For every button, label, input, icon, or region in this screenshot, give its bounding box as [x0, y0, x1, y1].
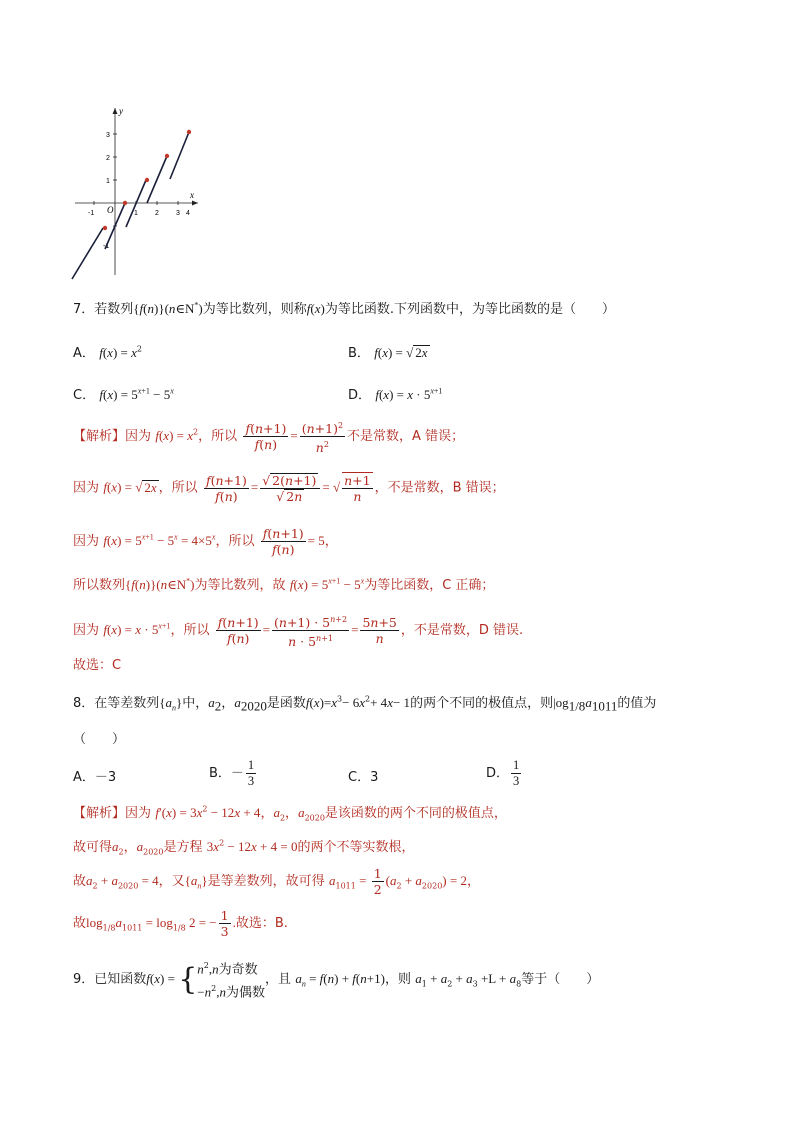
graph-segment — [126, 180, 146, 227]
q8-option-a: A．－3 — [73, 770, 117, 785]
graph-point — [145, 178, 149, 182]
q7-option-d: D． $f(x) = x \cdot 5^{x+1}$ — [348, 386, 443, 403]
y-tick-label: -1 — [103, 243, 110, 250]
q7-option-c: C． $f(x) = 5^{x+1} - 5^x$ — [73, 386, 174, 403]
graph-point — [165, 154, 169, 158]
x-tick-label: 1 — [134, 210, 138, 217]
q7-option-b: B． f(x) = √ 2x — [348, 345, 428, 361]
q9-stem: 9．已知函数f(x) = { $n^2,n$为奇数 $-n^2,n$为偶数 ，且 $a_n = f(n) + f(n+1)$，则 $a_1 + a_2 + a_3 +L + a_8$等于（ ） — [73, 961, 600, 1000]
q7-answer: 故选：C — [73, 658, 122, 673]
q8-solution-line-1: 【解析】因为 $f'(x) = 3x^2 - 12x + 4$，$a_2$，$a_{2020}$是该函数的两个不同的极值点， — [73, 804, 507, 823]
graph-point — [103, 226, 107, 230]
q7-solution-line-1: 【解析】因为 $f(x) = x^2$，所以 $\frac{f(n+1)}{f(n)}$ = $\frac{(n+1)^2}{n^2}$ 不是常数，A 错误； — [73, 418, 464, 455]
q7-stem: 7．若数列{f(n)}(n∈N*)为等比数列，则称f(x)为等比函数.下列函数中，为等比函数的是（ ） — [73, 300, 616, 317]
q8-solution-line-2: 故可得$a_2$，$a_{2020}$是方程 $3x^2 - 12x + 4 = 0$的两个不等实数根， — [73, 838, 415, 857]
q8-solution-line-3: 故$a_2 + a_{2020} = 4$，又$\{a_n\}$是等差数列，故可得 $a_{1011}$ = $\frac{1}{2}$ $(a_2 + a_{2020}) = 2$， — [73, 866, 480, 897]
origin-label: O — [107, 205, 114, 215]
q8-paren: （ ） — [73, 732, 126, 747]
piecewise-function-graph — [70, 100, 210, 285]
graph-segment — [72, 228, 103, 279]
q7-solution-line-2: 因为 f(x) = √ 2x ，所以 $\frac{f(n+1)}{f(n)}$ = $\frac{√ 2(n+1)}{√ 2n}$ = √ $\frac{n+1}{n}$ ，不是常数，B 错误； — [73, 472, 505, 504]
x-tick-label: 3 — [176, 210, 180, 217]
q7-solution-line-3: 因为 $f(x) = 5^{x+1} - 5^x = 4\times 5^x$，所以 $\frac{f(n+1)}{f(n)}$ = 5， — [73, 526, 338, 557]
graph-segment — [147, 156, 167, 203]
q8-stem: 8．在等差数列$\{a_n\}$中，$a_2$，$a_{2020}$是函数$f(x)=x^3- 6x^2+ 4x- 1$的两个不同的极值点，则$|og_{1/8}a_{1011}$的值为 — [73, 694, 657, 714]
x-axis-label: x — [190, 190, 194, 200]
graph-segment — [170, 132, 189, 179]
x-tick-label: 4 — [186, 210, 190, 217]
x-tick-label: -1 — [88, 210, 95, 217]
y-tick-label: 3 — [106, 132, 110, 139]
q8-solution-line-4: 故$\log_{1/8}a_{1011} = \log_{1/8} 2$ = − $\frac{1}{3}$ .故选：B. — [73, 908, 288, 939]
x-tick-label: 2 — [155, 210, 159, 217]
q7-solution-line-4: 所以数列{f(n)}(n∈N*)为等比数列，故 $f(x) = 5^{x+1} - 5^x$为等比函数，C 正确； — [73, 576, 495, 593]
y-axis-label: y — [119, 106, 123, 116]
q8-option-d: D． $\frac{1}{3}$ — [486, 758, 520, 788]
q7-option-a: A． $f(x) = x^2$ — [73, 344, 142, 361]
q8-option-c: C．3 — [348, 770, 379, 785]
y-tick-label: 1 — [106, 178, 110, 185]
x-axis-arrow — [192, 201, 198, 206]
q7-solution-line-5: 因为 $f(x) = x \cdot 5^{x+1}$，所以 $\frac{f(n+1)}{f(n)}$ = $\frac{(n+1) \cdot 5^{n+2}}{n \cdot 5^{n+1}}$ = $\frac{5n+5}{n}$ ，不是常数，D 错误. — [73, 612, 523, 649]
graph-point — [123, 201, 127, 205]
y-tick-label: 2 — [106, 155, 110, 162]
graph-point — [187, 130, 191, 134]
q8-option-b: B．－ $\frac{1}{3}$ — [209, 758, 255, 788]
y-axis-arrow — [113, 108, 118, 114]
